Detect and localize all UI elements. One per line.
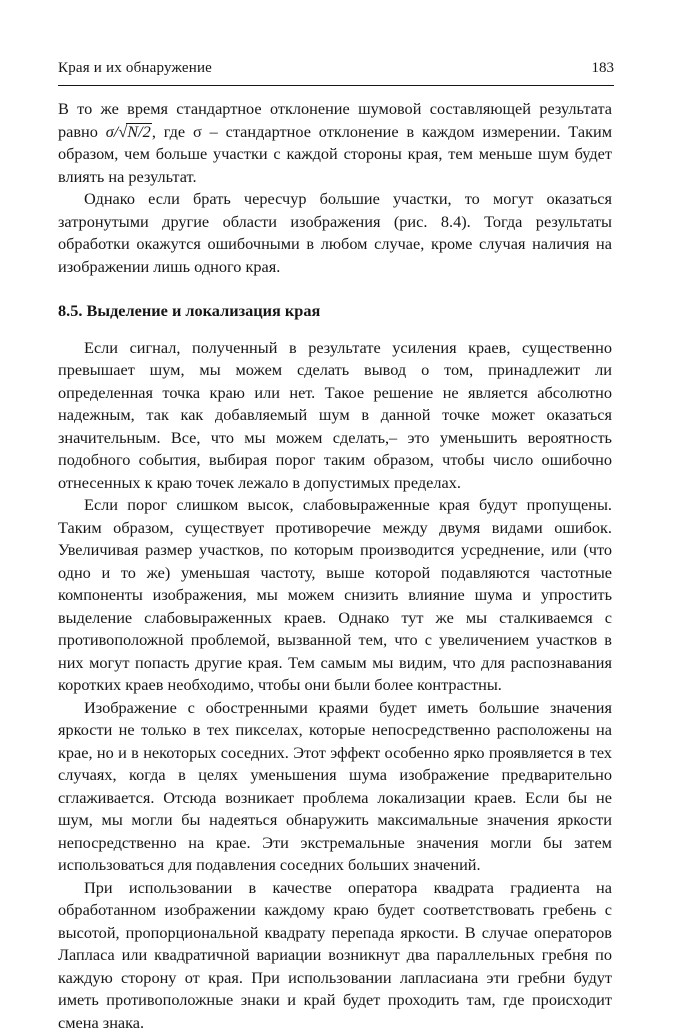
paragraph-gradient-operators: При использовании в качестве оператора квадрата градиента на обработанном изображении каждому краю будет соответствовать гребень с высотой, пропорциональной квадрату перепада яркости. В случае операторов Лапласа или квадратичной вариации возникнут два параллельных гребня по каждую сторону от края. При использовании лапласиана эти гребни будут иметь противоположные знаки и край будет проходить там, где происходит смена знака. (58, 877, 612, 1034)
formula-left: σ/√ (106, 122, 128, 141)
paragraph-large-regions: Однако если брать чересчур большие участки, то могут оказаться затронутыми другие области изображения (рис. 8.4). Тогда результаты обработки окажутся ошибочными в любом случае, кроме случая наличия на изображении лишь одного края. (58, 188, 612, 278)
paragraph-high-threshold: Если порог слишком высок, слабовыраженные края будут пропущены. Таким образом, существует противоречие между двумя видами ошибок. Увеличивая размер участков, по которым производится усреднение, или (что одно и то же) уменьшая частоту, выше которой подавляются частотные компоненты изображения, мы можем снизить влияние шума и упростить выделение слабовыраженных краев. Однако тут же мы сталкиваемся с противоположной проблемой, вызванной тем, что с увеличением участков в них могут попасть другие края. Тем самым мы видим, что для распознавания коротких краев необходимо, чтобы они были более контрастны. (58, 494, 612, 697)
page-number: 183 (592, 60, 615, 77)
paragraph-threshold: Если сигнал, полученный в результате усиления краев, существенно превышает шум, мы можем сделать вывод о том, принадлежит ли определенная точка краю или нет. Такое решение не является абсолютно надежным, так как добавляемый шум в данной точке может оказаться значительным. Все, что мы можем сделать,– это уменьшить вероятность подобного события, выбирая порог таким образом, чтобы число ошибочно отнесенных к краю точек лежало в допустимых пределах. (58, 337, 612, 495)
formula-sigma-over-root (106, 122, 152, 141)
paragraph-noise-std (58, 98, 612, 188)
running-head (58, 60, 614, 82)
body-text (58, 98, 612, 1034)
section-heading: 8.5. Выделение и локализация края (58, 300, 612, 323)
formula-radicand: N/2 (126, 123, 152, 140)
paragraph-localization: Изображение с обостренными краями будет иметь большие значения яркости не только в тех пикселах, которые непосредственно расположены на крае, но и в некоторых соседних. Этот эффект особенно ярко проявляется в тех случаях, когда в целях уменьшения шума изображение предварительно сглаживается. Отсюда возникает проблема локализации краев. Если бы не шум, мы могли бы надеяться обнаружить максимальные значения яркости непосредственно на крае. Эти экстремальные значения могли бы затем использоваться для подавления соседних больших значений. (58, 697, 612, 877)
paragraph-text: , где σ – стандартное отклонение в каждом измерении. Таким образом, чем больше участки с каждой стороны края, тем меньше шум будет влиять на результат. (58, 122, 612, 186)
header-rule (58, 85, 614, 86)
chapter-title: Края и их обнаружение (58, 60, 212, 77)
paragraph-text: В то же время стандартное отклонение шумовой составляющей результата равно (58, 99, 612, 141)
